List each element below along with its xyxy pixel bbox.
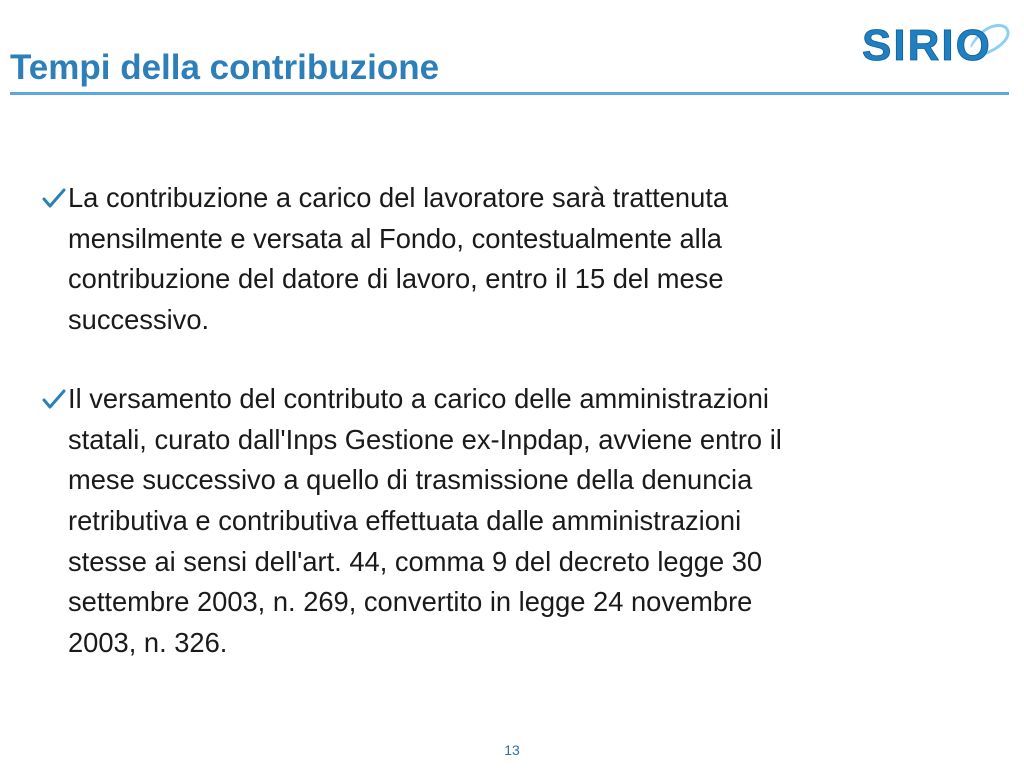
sirio-logo xyxy=(860,10,1010,70)
checkmark-icon xyxy=(42,178,68,218)
checkmark-icon xyxy=(42,379,68,419)
title-divider xyxy=(10,92,1009,95)
bullet-item-2 xyxy=(42,379,982,664)
bullet-text: Il versamento del contributo a carico delle amministrazioni statali, curato dall'Inps Gestione ex-Inpdap, avviene entro il mese successivo a quello di trasmissione della denuncia retributiva e contributiva effettuata dalle amministrazioni stesse ai sensi dell'art. 44, comma 9 del decreto legge 30 settembre 2003, n. 269, convertito in legge 24 novembre 2003, n. 326. xyxy=(68,382,782,659)
sirio-logo-image xyxy=(860,10,1010,70)
logo-text: SIRIO xyxy=(862,21,992,70)
bullet-text: La contribuzione a carico del lavoratore sarà trattenuta mensilmente e versata al Fondo, contestualmente alla contribuzione del datore di lavoro, entro il 15 del mese successivo. xyxy=(68,182,729,336)
bullet-item-1 xyxy=(42,178,982,341)
page-number: 13 xyxy=(504,742,520,758)
bullet-list xyxy=(42,178,982,702)
slide-title: Tempi della contribuzione xyxy=(10,48,440,87)
